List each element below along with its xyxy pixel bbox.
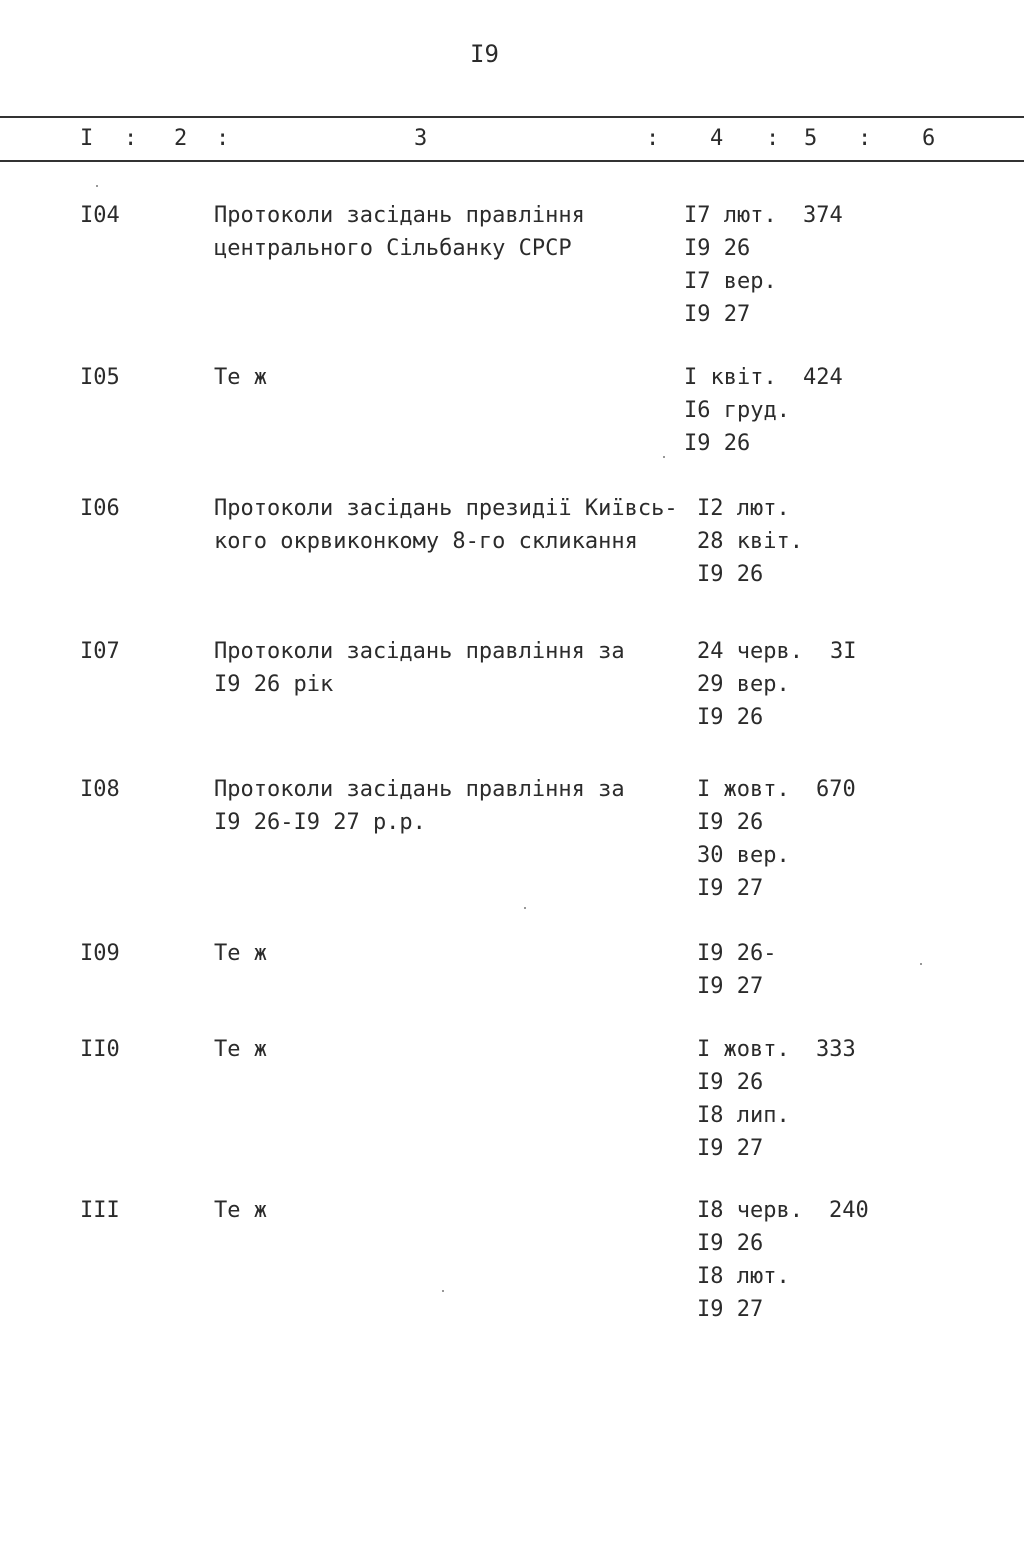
- header-separator: :: [646, 126, 660, 151]
- entry-sheets: 424: [803, 365, 843, 390]
- header-col-1: I: [80, 126, 94, 151]
- entry-dates: I2 лют. 28 квіт. I9 26: [697, 496, 803, 587]
- entry-title: Протоколи засідань правління за I9 26-I9 27 р.р.: [214, 777, 625, 835]
- header-separator: :: [766, 126, 780, 151]
- page-number: I9: [470, 40, 499, 68]
- scan-speck: [663, 456, 665, 458]
- entry-dates: I жовт. I9 26 I8 лип. I9 27: [697, 1037, 790, 1161]
- header-top-rule: [0, 116, 1024, 118]
- entry-dates: I квіт. I6 груд. I9 26: [684, 365, 790, 456]
- scan-speck: [524, 907, 526, 909]
- entry-title: Протоколи засідань правління за I9 26 рік: [214, 639, 625, 697]
- scan-speck: [96, 185, 98, 187]
- entry-sheets: 240: [829, 1198, 869, 1223]
- header-col-2: 2: [174, 126, 188, 151]
- entry-title: Протоколи засідань правління центрального Сільбанку СРСР: [214, 203, 585, 261]
- entry-title: Протоколи засідань президії Київсь- кого окрвиконкому 8-го скликання: [214, 496, 678, 554]
- entry-sheets: 374: [803, 203, 843, 228]
- entry-sheets: 3I: [830, 639, 857, 664]
- entry-number: I07: [80, 639, 120, 664]
- entry-dates: I9 26- I9 27: [697, 941, 777, 999]
- header-col-5: 5: [804, 126, 818, 151]
- entry-sheets: 333: [816, 1037, 856, 1062]
- entry-sheets: 670: [816, 777, 856, 802]
- entry-title: Те ж: [214, 1037, 267, 1062]
- entry-number: II0: [80, 1037, 120, 1062]
- entry-number: I09: [80, 941, 120, 966]
- entry-dates: 24 черв. 29 вер. I9 26: [697, 639, 803, 730]
- header-col-3: 3: [414, 126, 428, 151]
- entry-dates: I жовт. I9 26 30 вер. I9 27: [697, 777, 790, 901]
- entry-title: Те ж: [214, 941, 267, 966]
- entry-title: Те ж: [214, 365, 267, 390]
- entry-title: Те ж: [214, 1198, 267, 1223]
- entry-number: I08: [80, 777, 120, 802]
- header-col-6: 6: [922, 126, 936, 151]
- column-header-row: [0, 126, 1024, 154]
- header-separator: :: [216, 126, 230, 151]
- entry-number: I04: [80, 203, 120, 228]
- entry-number: III: [80, 1198, 120, 1223]
- entry-dates: I7 лют. I9 26 I7 вер. I9 27: [684, 203, 777, 327]
- scan-speck: [442, 1290, 444, 1292]
- entry-number: I06: [80, 496, 120, 521]
- entry-dates: I8 черв. I9 26 I8 лют. I9 27: [697, 1198, 803, 1322]
- header-separator: :: [858, 126, 872, 151]
- header-col-4: 4: [710, 126, 724, 151]
- header-bottom-rule: [0, 160, 1024, 162]
- scan-speck: [920, 963, 922, 965]
- header-separator: :: [124, 126, 138, 151]
- entry-number: I05: [80, 365, 120, 390]
